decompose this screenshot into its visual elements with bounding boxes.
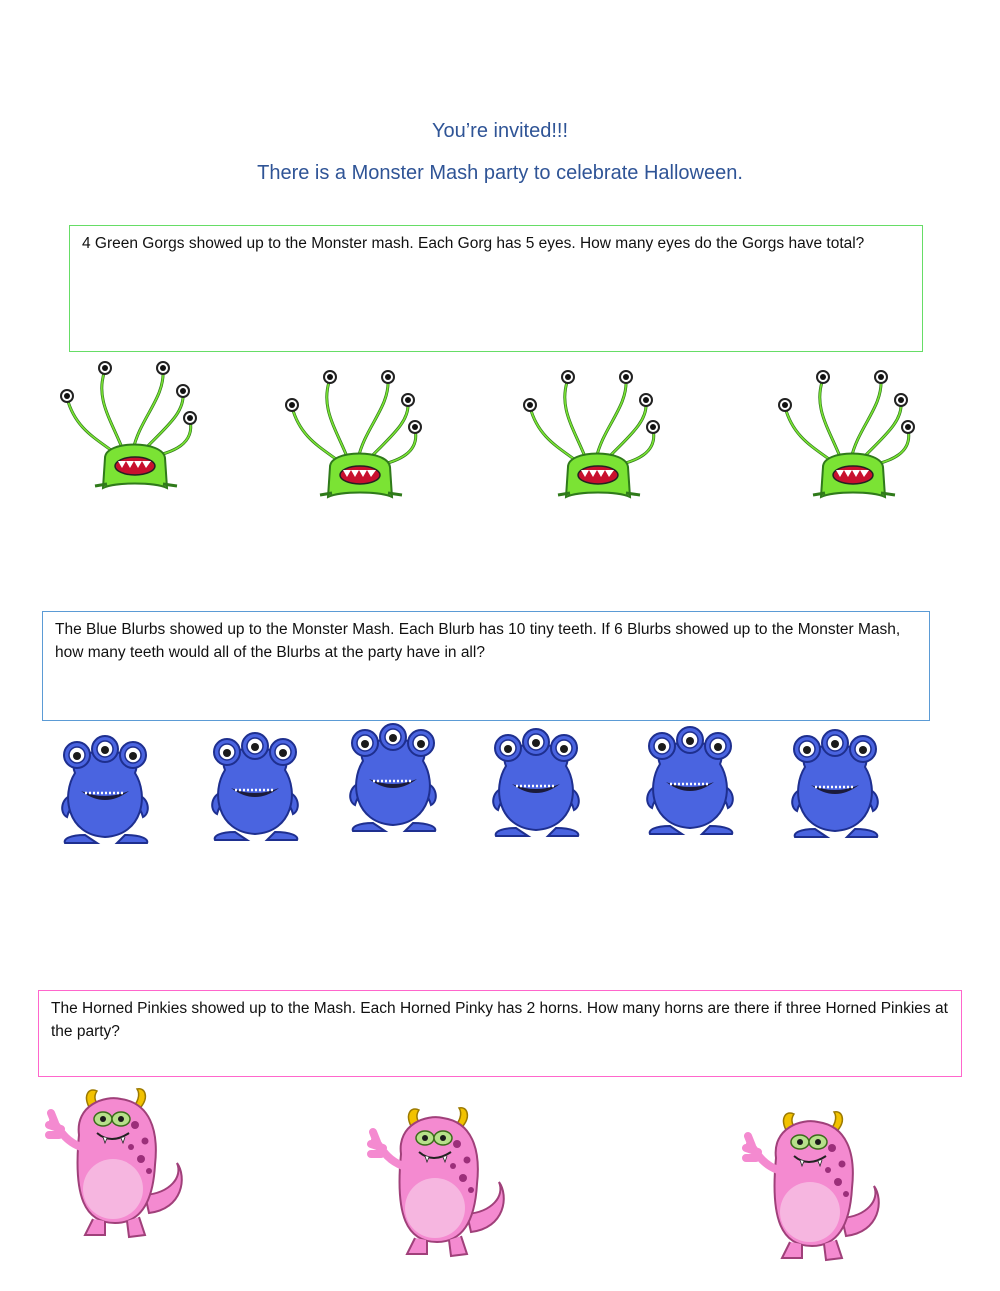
green-gorg-icon <box>518 367 668 502</box>
question-box-blurbs[interactable] <box>42 611 930 721</box>
green-gorg-icon <box>773 367 923 502</box>
invitation-title: You’re invited!!! <box>431 120 568 142</box>
blue-blurb-icon <box>205 732 305 844</box>
question-box-pinkies[interactable] <box>38 990 962 1077</box>
question-text-pinkies: The Horned Pinkies showed up to the Mash. Each Horned Pinky has 2 horns. How many horns are there if three Horned Pinkies at the party? <box>51 1000 948 1040</box>
invitation-subtitle: There is a Monster Mash party to celebrate Halloween. <box>257 162 743 184</box>
horned-pinky-icon <box>742 1108 887 1268</box>
blue-blurb-icon <box>486 728 586 840</box>
blue-blurb-icon <box>785 729 885 841</box>
blue-blurb-icon <box>640 726 740 838</box>
green-gorg-icon <box>280 367 430 502</box>
question-box-gorgs[interactable] <box>69 225 923 352</box>
blue-blurb-icon <box>343 723 443 835</box>
question-text-gorgs: 4 Green Gorgs showed up to the Monster mash. Each Gorg has 5 eyes. How many eyes do the Gorgs have total? <box>82 235 865 252</box>
green-gorg-icon <box>55 358 205 493</box>
horned-pinky-icon <box>367 1104 512 1264</box>
question-text-blurbs: The Blue Blurbs showed up to the Monster Mash. Each Blurb has 10 tiny teeth. If 6 Blurbs showed up to the Monster Mash, how many teeth would all of the Blurbs at the party have in all? <box>55 621 901 661</box>
blue-blurb-icon <box>55 735 155 847</box>
horned-pinky-icon <box>45 1085 190 1245</box>
